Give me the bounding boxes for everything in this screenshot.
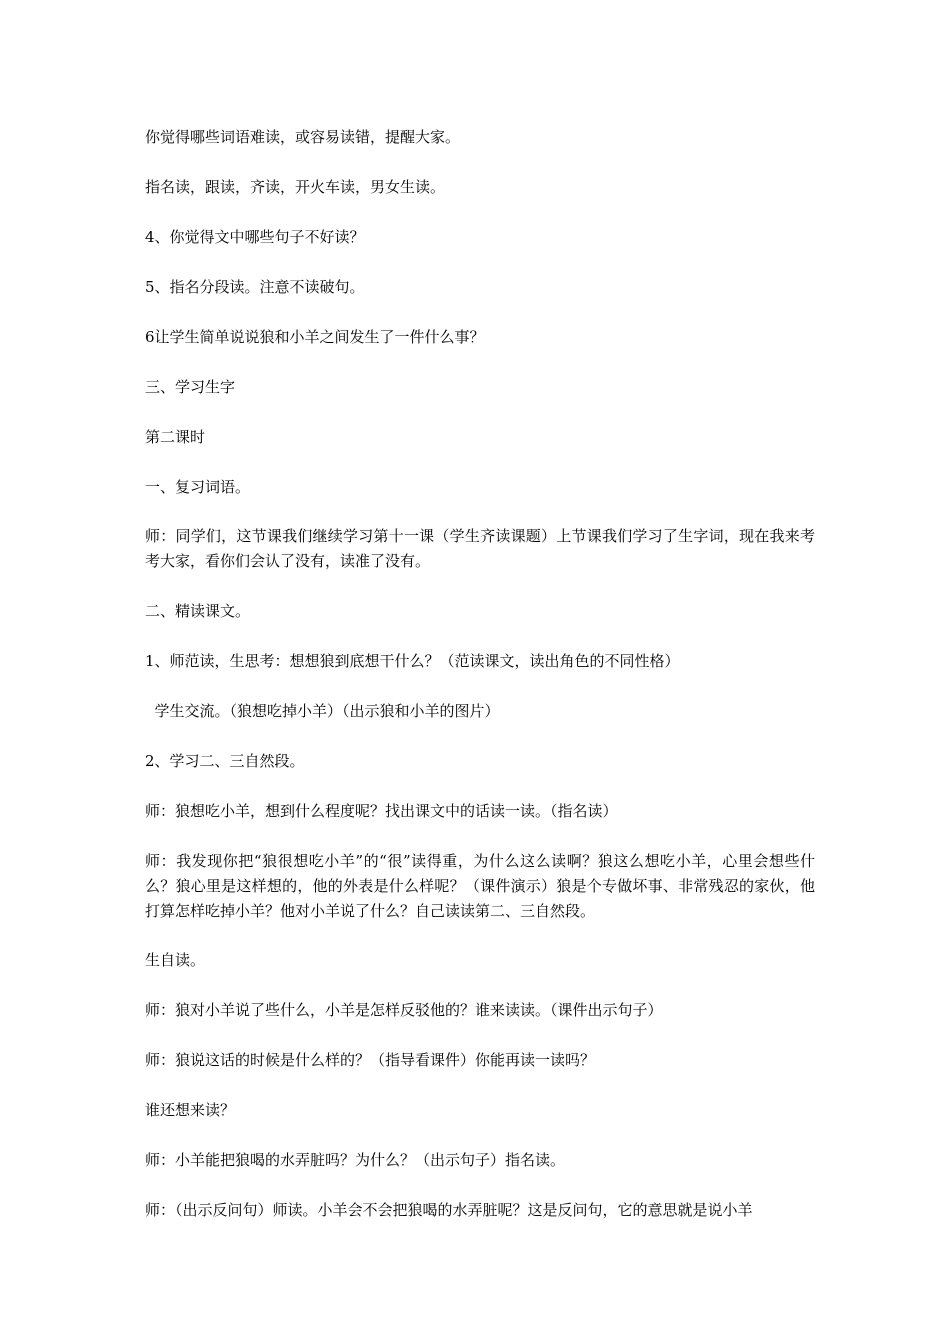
paragraph-3: 4、你觉得文中哪些句子不好读？	[145, 228, 365, 246]
paragraph-20: 师：小羊能把狼喝的水弄脏吗？为什么？（出示句子）指名读。	[145, 1151, 566, 1169]
paragraph-2: 指名读，跟读，齐读，开火车读，男女生读。	[145, 178, 446, 196]
paragraph-16: 生自读。	[145, 951, 206, 969]
section-heading-1: 一、复习词语。	[145, 478, 251, 496]
section-heading-3: 三、学习生字	[145, 378, 236, 396]
paragraph-17: 师：狼对小羊说了些什么，小羊是怎样反驳他的？谁来读读。（课件出示句子）	[145, 1001, 663, 1019]
paragraph-11: 1、师范读，生思考：想想狼到底想干什么？（范读课文，读出角色的不同性格）	[145, 652, 680, 670]
paragraph-1: 你觉得哪些词语难读，或容易读错，提醒大家。	[145, 128, 461, 146]
paragraph-15: 师：我发现你把“狼很想吃小羊”的“很”读得重，为什么这么读啊？狼这么想吃小羊，心里会想些什么？狼心里是这样想的，他的外表是什么样呢？（课件演示）狼是个专做坏事、非常残忍的家伙，他打算怎样吃掉小羊？他对小羊说了什么？自己读读第二、三自然段。	[145, 852, 815, 920]
paragraph-19: 谁还想来读？	[145, 1101, 236, 1119]
paragraph-12: 学生交流。（狼想吃掉小羊）（出示狼和小羊的图片）	[145, 702, 500, 720]
paragraph-13: 2、学习二、三自然段。	[145, 752, 305, 770]
paragraph-5: 6让学生简单说说狼和小羊之间发生了一件什么事？	[145, 328, 485, 346]
paragraph-4: 5、指名分段读。注意不读破句。	[145, 278, 365, 296]
paragraph-14: 师：狼想吃小羊，想到什么程度呢？找出课文中的话读一读。（指名读）	[145, 802, 618, 820]
section-heading-2: 二、精读课文。	[145, 602, 251, 620]
paragraph-21: 师：（出示反问句）师读。小羊会不会把狼喝的水弄脏呢？这是反问句，它的意思就是说小羊	[145, 1201, 753, 1219]
lesson-heading: 第二课时	[145, 428, 206, 446]
paragraph-18: 师：狼说这话的时候是什么样的？（指导看课件）你能再读一读吗？	[145, 1051, 596, 1069]
paragraph-9: 师：同学们，这节课我们继续学习第十一课（学生齐读课题）上节课我们学习了生字词，现在我来考考大家，看你们会认了没有，读准了没有。	[145, 527, 815, 570]
